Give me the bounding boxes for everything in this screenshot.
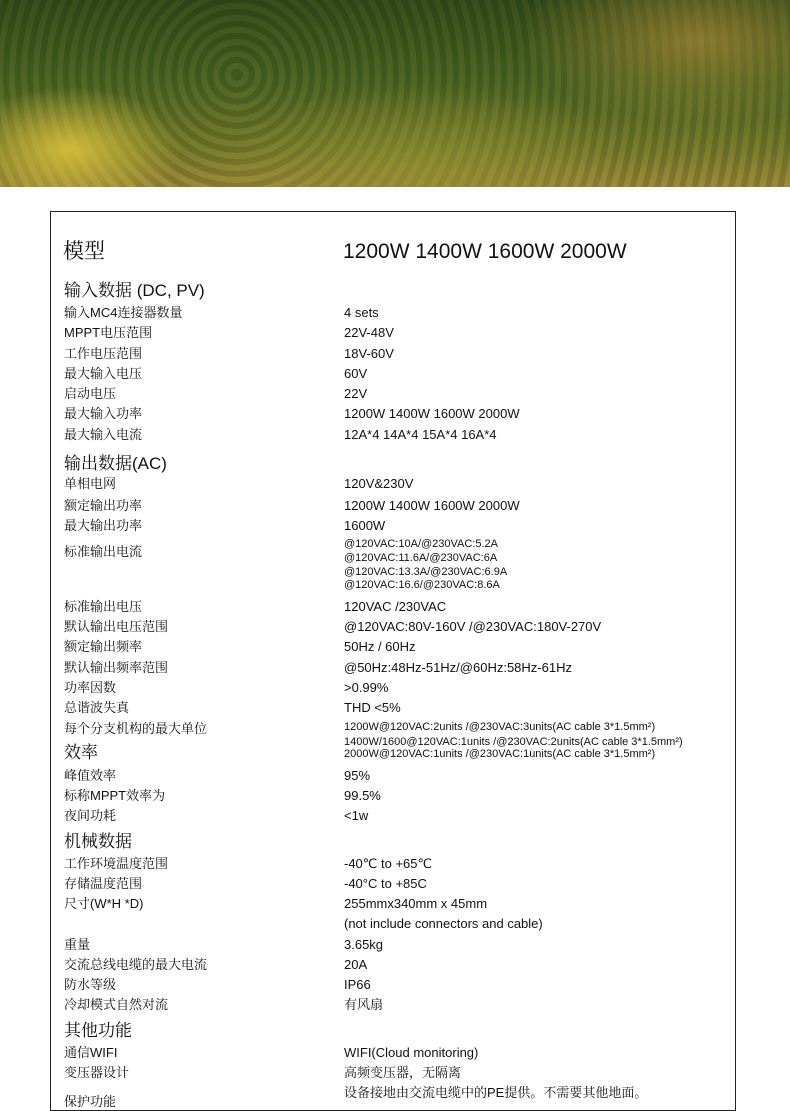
spec-value: 3.65kg <box>344 937 384 952</box>
spec-value: -40℃ to +65℃ <box>344 856 433 871</box>
spec-value-line: @120VAC:11.6A/@230VAC:6A <box>344 551 498 564</box>
spec-label: 最大输入电压 <box>64 366 143 381</box>
spec-label: 尺寸(W*H *D) <box>64 896 144 911</box>
forest-banner-image <box>0 0 790 187</box>
spec-value-line: 1200W@120VAC:2units /@230VAC:3units(AC cable 3*1.5mm²) <box>344 720 656 733</box>
spec-value: 120V&230V <box>344 476 414 491</box>
spec-value: 高频变压器，无隔离 <box>344 1065 462 1080</box>
spec-label: 峰值效率 <box>64 768 117 783</box>
spec-value-line: 1400W/1600@120VAC:1units /@230VAC:2units(AC cable 3*1.5mm²) <box>344 735 683 748</box>
spec-label: 默认输出频率范围 <box>64 660 169 675</box>
spec-label: 启动电压 <box>64 386 117 401</box>
section-heading: 输入数据 (DC, PV) <box>64 281 205 300</box>
spec-value: 1200W 1400W 1600W 2000W <box>344 498 520 513</box>
spec-label: 标称MPPT效率为 <box>64 788 166 803</box>
spec-value: 50Hz / 60Hz <box>344 639 416 654</box>
spec-label: 通信WIFI <box>64 1045 118 1060</box>
spec-value: <1w <box>344 808 369 823</box>
spec-value: WIFI(Cloud monitoring) <box>344 1045 479 1060</box>
spec-value: IP66 <box>344 977 371 992</box>
spec-label: 存储温度范围 <box>64 876 143 891</box>
spec-label: 总谐波失真 <box>64 700 130 715</box>
spec-label: 交流总线电缆的最大电流 <box>64 957 208 972</box>
spec-label: 单相电网 <box>64 476 117 491</box>
spec-label: 保护功能 <box>64 1094 117 1109</box>
spec-value: 设备接地由交流电缆中的PE提供。不需要其他地面。 <box>344 1085 648 1100</box>
spec-label: 功率因数 <box>64 680 117 695</box>
spec-label: 工作环境温度范围 <box>64 856 169 871</box>
model-value: 1200W 1400W 1600W 2000W <box>343 240 627 263</box>
spec-value-line: 255mmx340mm x 45mm <box>344 896 488 911</box>
spec-value: 22V <box>344 386 368 401</box>
spec-value: 12A*4 14A*4 15A*4 16A*4 <box>344 427 497 442</box>
spec-value: 22V-48V <box>344 325 394 340</box>
spec-label: 变压器设计 <box>64 1065 130 1080</box>
spec-value: 120VAC /230VAC <box>344 599 447 614</box>
spec-value: 有风扇 <box>344 997 384 1012</box>
spec-value: 18V-60V <box>344 346 394 361</box>
spec-value: 99.5% <box>344 788 381 803</box>
spec-value: 1200W 1400W 1600W 2000W <box>344 406 520 421</box>
spec-label: 重量 <box>64 937 91 952</box>
spec-label: 最大输入电流 <box>64 427 143 442</box>
spec-value: @50Hz:48Hz-51Hz/@60Hz:58Hz-61Hz <box>344 660 572 675</box>
spec-value: THD <5% <box>344 700 401 715</box>
spec-value-line: 2000W@120VAC:1units /@230VAC:1units(AC cable 3*1.5mm²) <box>344 747 656 760</box>
section-heading: 机械数据 <box>64 832 132 851</box>
spec-label: 额定输出频率 <box>64 639 143 654</box>
spec-label: 最大输出功率 <box>64 518 143 533</box>
spec-value: @120VAC:80V-160V /@230VAC:180V-270V <box>344 619 602 634</box>
spec-label: 防水等级 <box>64 977 117 992</box>
spec-label: MPPT电压范围 <box>64 325 153 340</box>
spec-value-line: (not include connectors and cable) <box>344 916 543 931</box>
spec-value: -40°C to +85C <box>344 876 427 891</box>
spec-value-line: @120VAC:16.6/@230VAC:8.6A <box>344 578 500 591</box>
spec-label: 每个分支机构的最大单位 <box>64 721 208 736</box>
section-heading: 效率 <box>64 743 98 762</box>
spec-value: 95% <box>344 768 371 783</box>
spec-value: 1600W <box>344 518 386 533</box>
spec-table <box>50 211 736 1111</box>
section-heading: 其他功能 <box>64 1021 132 1040</box>
spec-label: 标准输出电压 <box>64 599 143 614</box>
spec-value: 20A <box>344 957 368 972</box>
spec-value: 4 sets <box>344 305 379 320</box>
spec-value: 60V <box>344 366 368 381</box>
spec-value-line: @120VAC:10A/@230VAC:5.2A <box>344 537 499 550</box>
spec-label: 夜间功耗 <box>64 808 117 823</box>
spec-label: 输入MC4连接器数量 <box>64 305 183 320</box>
section-heading: 输出数据(AC) <box>64 454 167 473</box>
spec-label: 工作电压范围 <box>64 346 143 361</box>
spec-label: 默认输出电压范围 <box>64 619 169 634</box>
spec-value: >0.99% <box>344 680 389 695</box>
spec-label: 标准输出电流 <box>64 544 143 559</box>
model-label: 模型 <box>63 240 105 263</box>
spec-label: 冷却模式自然对流 <box>64 997 169 1012</box>
spec-label: 额定输出功率 <box>64 498 143 513</box>
spec-value-line: @120VAC:13.3A/@230VAC:6.9A <box>344 565 508 578</box>
spec-label: 最大输入功率 <box>64 406 143 421</box>
